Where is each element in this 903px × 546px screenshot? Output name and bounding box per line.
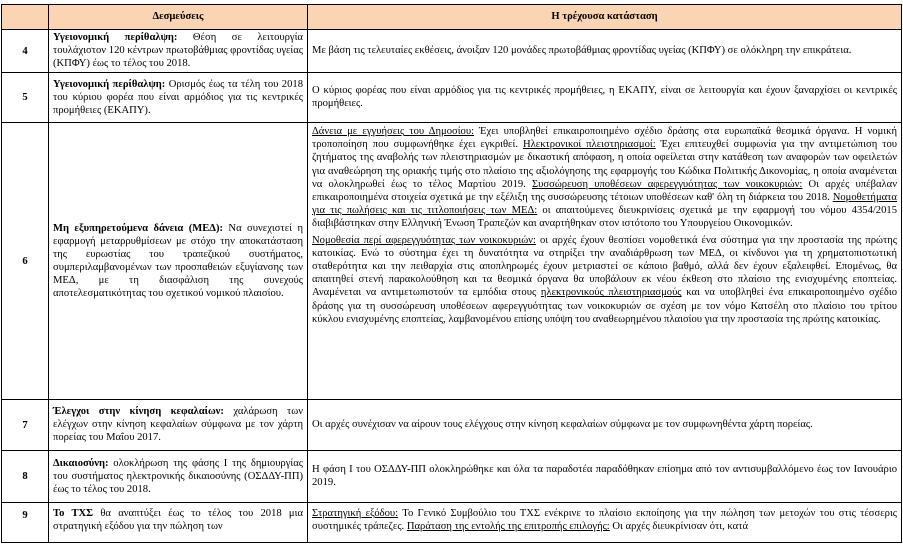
status-heading: Συσσώρευση υποθέσεων αφερεγγυότητας των νοικοκυριών: — [532, 178, 803, 190]
status-heading: Ηλεκτρονικοί πλειστηριασμοί: — [522, 139, 656, 151]
status-heading: Στρατηγική εξόδου: — [312, 508, 399, 520]
row-number: 4 — [2, 30, 49, 73]
table-row — [2, 400, 902, 451]
status-cell: Η φάση Ι του ΟΣΔΔΥ-ΠΠ ολοκληρώθηκε και όλα τα παραδοτέα παραδόθηκαν επίσημα από τον αντισυμβαλλόμενο έως τον Ιανουάριο 2019. — [308, 451, 902, 503]
status-heading: Παράταση της εντολής της επιτροπής επιλογής: — [406, 521, 610, 533]
row-number: 7 — [2, 400, 49, 451]
table-row — [2, 30, 902, 73]
status-text: Οι αρχές υπέβαλαν επικαιροποιημένα στοιχεία σχετικά με την εξέλιξη της συσσώρευσης τέτοιων υποθέσεων καθ' όλη τη διάρκεια του 2018. — [312, 178, 897, 203]
status-text: οι απαιτούμενες διευκρινίσεις σχετικά με την εφαρμογή του νόμου 4354/2015 διαβιβάστηκαν στην Ελληνική Ένωση Τραπεζών και αναρτήθηκαν στον ιστότοπο του Υπουργείου Οικονομικών. — [312, 204, 897, 229]
commitment-title: Υγειονομική περίθαλψη: — [53, 32, 178, 43]
status-heading: Νομοθετήματα για τις πωλήσεις και τις τιτλοποιήσεις των ΜΕΔ: — [312, 191, 897, 216]
table-row — [2, 73, 902, 123]
status-text: Έχει υποβληθεί επικαιροποιημένο σχέδιο δράσης στα ευρωπαϊκά θεσμικά όργανα. Η νομική τροποποίηση που συμφωνήθηκε έχει εγκριθεί. — [312, 126, 897, 151]
row-number: 6 — [2, 123, 49, 400]
row-number: 9 — [2, 503, 49, 543]
status-cell — [308, 123, 902, 400]
row-number: 5 — [2, 73, 49, 123]
status-cell: Με βάση τις τελευταίες εκθέσεις, άνοιξαν 120 μονάδες πρωτοβάθμιας φροντίδας υγείας (ΚΠΦΥ) σε ολόκληρη την επικράτεια. — [308, 30, 902, 73]
commitment-title: Το ΤΧΣ — [53, 508, 94, 520]
header-number — [2, 5, 49, 30]
status-text: Το Γενικό Συμβούλιο του ΤΧΣ ενέκρινε το πλαίσιο εκποίησης για την πώληση των μετοχών του στις τέσσερις συστημικές τράπεζες. — [312, 508, 897, 533]
header-commitments: Δεσμεύσεις — [49, 5, 308, 30]
commitment-cell — [49, 451, 308, 503]
row-number: 8 — [2, 451, 49, 503]
commitment-text: χαλάρωση των ελέγχων στην κίνηση κεφαλαίων σύμφωνα με τον χάρτη πορείας του Μαΐου 2017. — [53, 406, 303, 444]
commitments-table — [1, 4, 902, 543]
status-cell — [308, 503, 902, 543]
commitment-cell — [49, 503, 308, 543]
table-row — [2, 451, 902, 503]
status-paragraph — [312, 125, 897, 230]
header-status: Η τρέχουσα κατάσταση — [308, 5, 902, 30]
status-cell: Ο κύριος φορέας που είναι αρμόδιος για τις κεντρικές προμήθειες, η ΕΚΑΠΥ, είναι σε λειτουργία και έχουν ξαναρχίσει οι κεντρικές προμήθειες. — [308, 73, 902, 123]
table-row — [2, 123, 902, 400]
status-text: και να υποβληθεί ένα επικαιροποιημένο σχέδιο δράσης για τη συσσώρευση υποθέσεων αφερεγγυότητας των νοικοκυριών σε σχέση με τον νόμο Κατσέλη στο πλαίσιο του τρίτου κύκλου ενισχυμένης εποπτείας, λαμβανομένου επίσης υπόψη του αναθεωρημένου πλαισίου για την προστασία της πρώτης κατοικίας. — [312, 287, 897, 325]
status-paragraph — [312, 234, 897, 326]
commitment-cell — [49, 123, 308, 400]
commitment-text: ολοκλήρωση της φάσης Ι της δημιουργίας του συστήματος ηλεκτρονικής δικαιοσύνης (ΟΣΔΔΥ-ΠΠ) έως το τέλος του 2018. — [53, 457, 303, 495]
status-text: Οι αρχές διευκρίνισαν ότι, κατά — [609, 521, 749, 533]
commitment-cell — [49, 30, 308, 73]
commitment-title: Έλεγχοι στην κίνηση κεφαλαίων: — [53, 406, 224, 418]
status-heading: Νομοθεσία περί αφερεγγυότητας των νοικοκυριών: — [312, 235, 536, 247]
table-row — [2, 503, 902, 543]
commitment-cell — [49, 400, 308, 451]
status-cell: Οι αρχές συνέχισαν να αίρουν τους ελέγχους στην κίνηση κεφαλαίων σύμφωνα με τον συμφωνηθέντα χάρτη πορείας. — [308, 400, 902, 451]
commitment-cell — [49, 73, 308, 123]
status-text: Έχει επιτευχθεί συμφωνία για την αντιμετώπιση του ζητήματος της αναβολής των πλειστηριασμών με δικαστική απόφαση, η οποία οφείλεται στην κατάθεση των αναφορών των οφειλετών για αναθεώρηση της οριακής τιμής στο πλαίσιο της αξιολόγησης της εφαρμογής του Κώδικα Πολιτικής Δικονομίας, η οποία αναμένεται να ολοκληρωθεί έως το τέλος Μαρτίου 2019. — [312, 139, 897, 190]
commitment-text: Θέση σε λειτουργία τουλάχιστον 120 κέντρων πρωτοβάθμιας φροντίδας υγείας (ΚΠΦΥ) έως το τέλος του 2018. — [53, 32, 303, 70]
commitment-text: θα αναπτύξει έως το τέλος του 2018 μια στρατηγική εξόδου για την πώληση των — [53, 508, 303, 533]
status-text: οι αρχές έχουν θεσπίσει νομοθετικά ένα σύστημα για την προστασία της πρώτης κατοικίας. Ενώ το σύστημα έχει τη δυνατότητα να στηρίξει την αναδιάρθρωση των ΜΕΔ, οι κίνδυνοι για τη χρηματοπιστωτική σταθερότητα και την πειθαρχία στις αποπληρωμές έχουν μετριαστεί σε κάποιο βαθμό, αλλά δεν έχουν εξαλειφθεί. Επομένως, θα απαιτηθεί στενή παρακολούθηση και τα θεσμικά όργανα θα υποβάλουν εκ νέου έκθεση στο πλαίσιο της ενισχυμένης εποπτείας. Αναμένεται να αντιμετωπιστούν τα εμπόδια στους — [312, 235, 897, 299]
commitment-title: Δικαιοσύνη: — [53, 457, 109, 469]
commitment-text: Να συνεχιστεί η εφαρμογή μεταρρυθμίσεων με στόχο την αποκατάσταση της ευρωστίας του τραπεζικού συστήματος, συμπεριλαμβανομένων των προσπαθειών εξυγίανσης των ΜΕΔ, με τη διασφάλιση της συνεχούς αποτελεσματικότητας του σχετικού νομικού πλαισίου. — [53, 222, 303, 299]
commitment-text: Ορισμός έως τα τέλη του 2018 του κύριου φορέα που είναι αρμόδιος για τις κεντρικές προμήθειες (ΕΚΑΠΥ). — [53, 78, 303, 116]
status-heading: ηλεκτρονικούς πλειστηριασμούς — [540, 287, 682, 299]
status-heading: Δάνεια με εγγυήσεις του Δημοσίου: — [312, 126, 475, 138]
table-header-row — [2, 5, 902, 30]
commitment-title: Μη εξυπηρετούμενα δάνεια (ΜΕΔ): — [53, 222, 224, 234]
commitment-title: Υγειονομική περίθαλψη: — [53, 78, 166, 90]
